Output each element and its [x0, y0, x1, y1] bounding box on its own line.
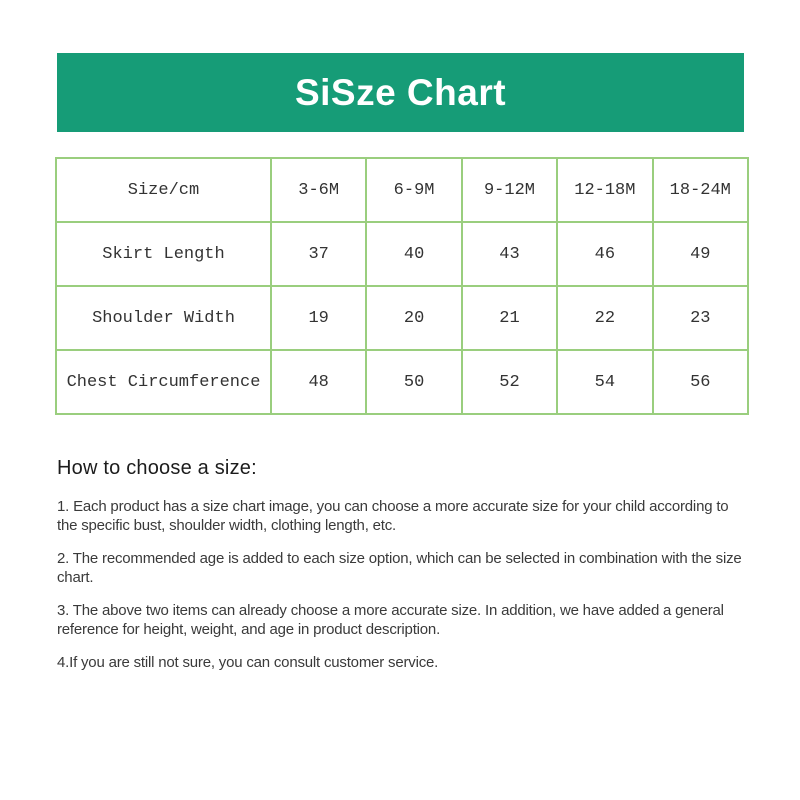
size-guide-item: 4.If you are still not sure, you can consult customer service. — [57, 654, 439, 671]
size-column-header: Size/cm — [56, 158, 271, 222]
measurement-label: Skirt Length — [56, 222, 271, 286]
size-guide-item: 3. The above two items can already choose a more accurate size. In addition, we have added a general reference for height, weight, and age in product description. — [57, 602, 724, 638]
size-guide-section — [57, 457, 745, 672]
size-guide-heading: How to choose a size: — [57, 457, 257, 479]
size-guide-item: 1. Each product has a size chart image, you can choose a more accurate size for your child according to the specific bust, shoulder width, clothing length, etc. — [57, 498, 729, 534]
measurement-value: 50 — [366, 350, 461, 414]
measurement-value: 56 — [653, 350, 748, 414]
measurement-value: 43 — [462, 222, 557, 286]
table-row — [56, 286, 748, 350]
measurement-value: 52 — [462, 350, 557, 414]
size-column-header: 12-18M — [557, 158, 652, 222]
measurement-value: 48 — [271, 350, 366, 414]
measurement-value: 40 — [366, 222, 461, 286]
measurement-value: 54 — [557, 350, 652, 414]
measurement-label: Shoulder Width — [56, 286, 271, 350]
measurement-value: 49 — [653, 222, 748, 286]
table-row — [56, 222, 748, 286]
size-chart-table — [55, 157, 749, 415]
measurement-value: 37 — [271, 222, 366, 286]
size-guide-item: 2. The recommended age is added to each size option, which can be selected in combination with the size chart. — [57, 550, 742, 586]
measurement-value: 20 — [366, 286, 461, 350]
measurement-value: 23 — [653, 286, 748, 350]
size-table-header-row — [56, 158, 748, 222]
measurement-label: Chest Circumference — [56, 350, 271, 414]
measurement-value: 46 — [557, 222, 652, 286]
size-column-header: 6-9M — [366, 158, 461, 222]
measurement-value: 22 — [557, 286, 652, 350]
table-row — [56, 350, 748, 414]
size-chart-title: SiSze Chart — [294, 71, 507, 113]
measurement-value: 21 — [462, 286, 557, 350]
size-column-header: 18-24M — [653, 158, 748, 222]
measurement-value: 19 — [271, 286, 366, 350]
size-column-header: 9-12M — [462, 158, 557, 222]
size-column-header: 3-6M — [271, 158, 366, 222]
size-chart-banner — [57, 53, 744, 132]
